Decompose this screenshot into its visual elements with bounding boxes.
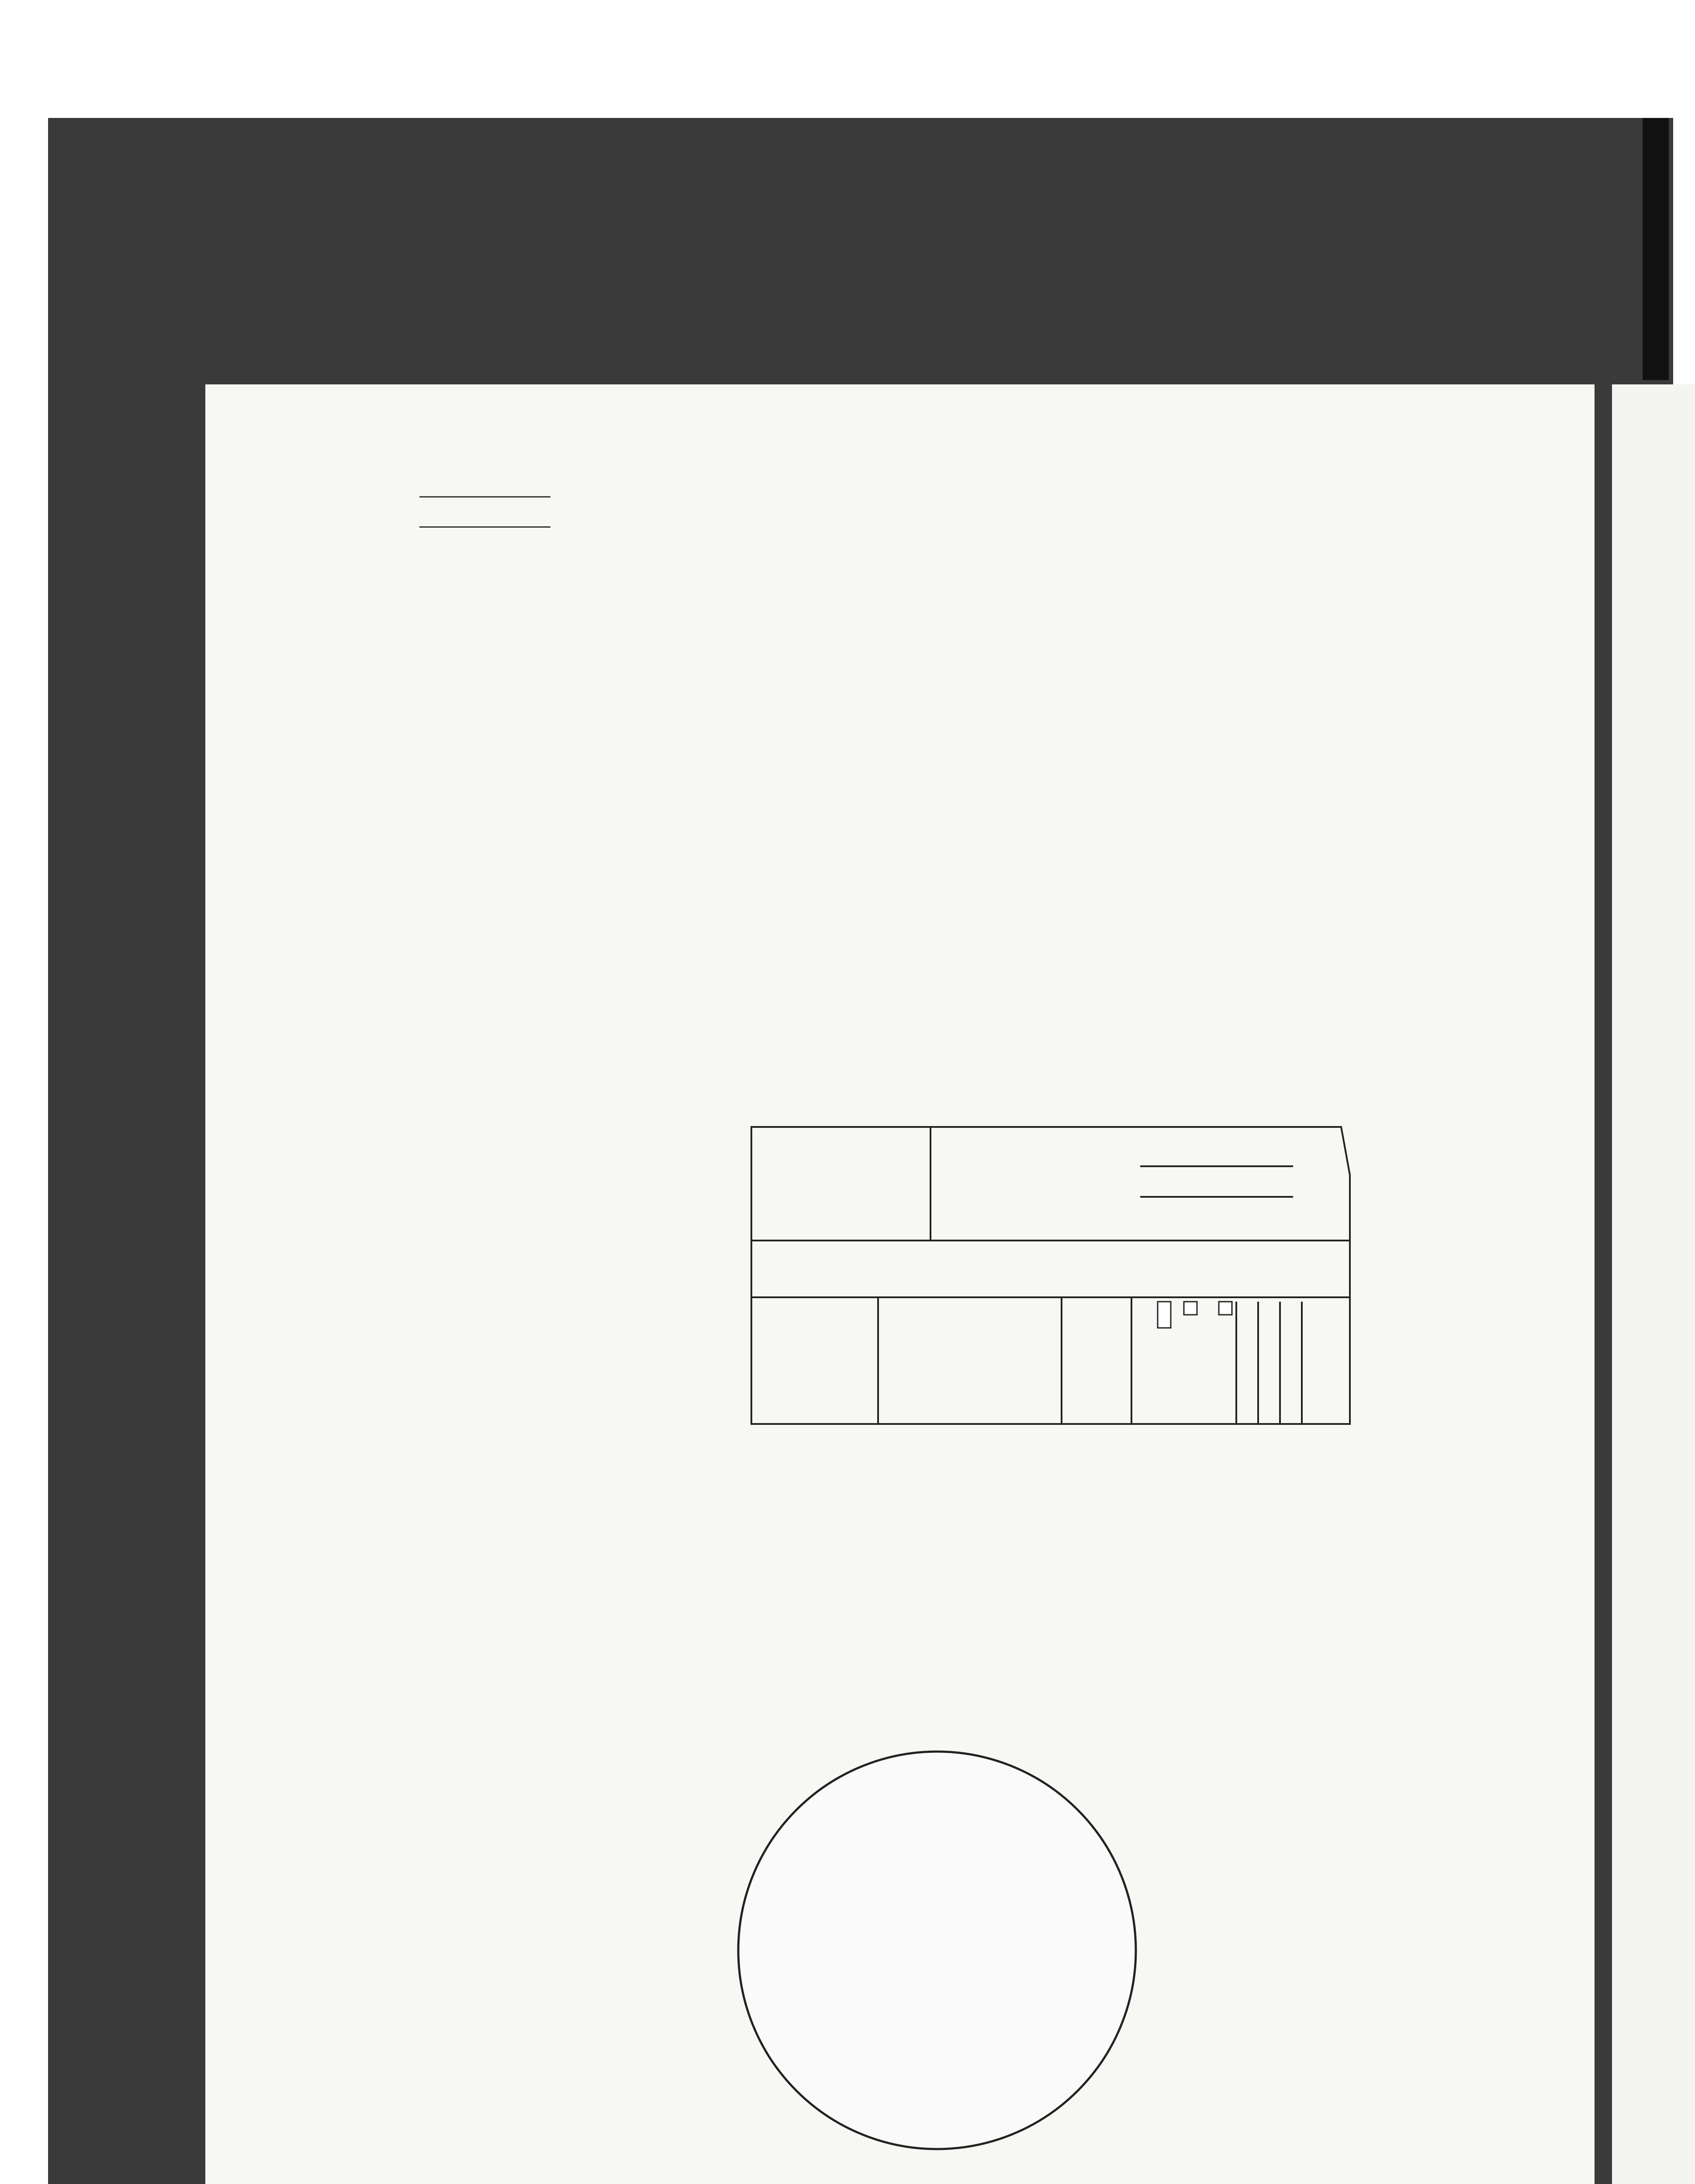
divider [419,526,550,528]
divider [419,496,550,498]
log-sawing-diagram [734,1747,1140,2153]
film-edge [1643,118,1669,380]
column-3 [1145,476,1568,480]
newspaper-page [205,384,1595,2184]
sawing-article [708,1468,1145,1485]
basement-plan-diagram [747,1109,1354,1441]
adjacent-page-strip [1612,384,1695,2184]
column-1 [271,485,699,545]
page-header [205,432,1595,467]
